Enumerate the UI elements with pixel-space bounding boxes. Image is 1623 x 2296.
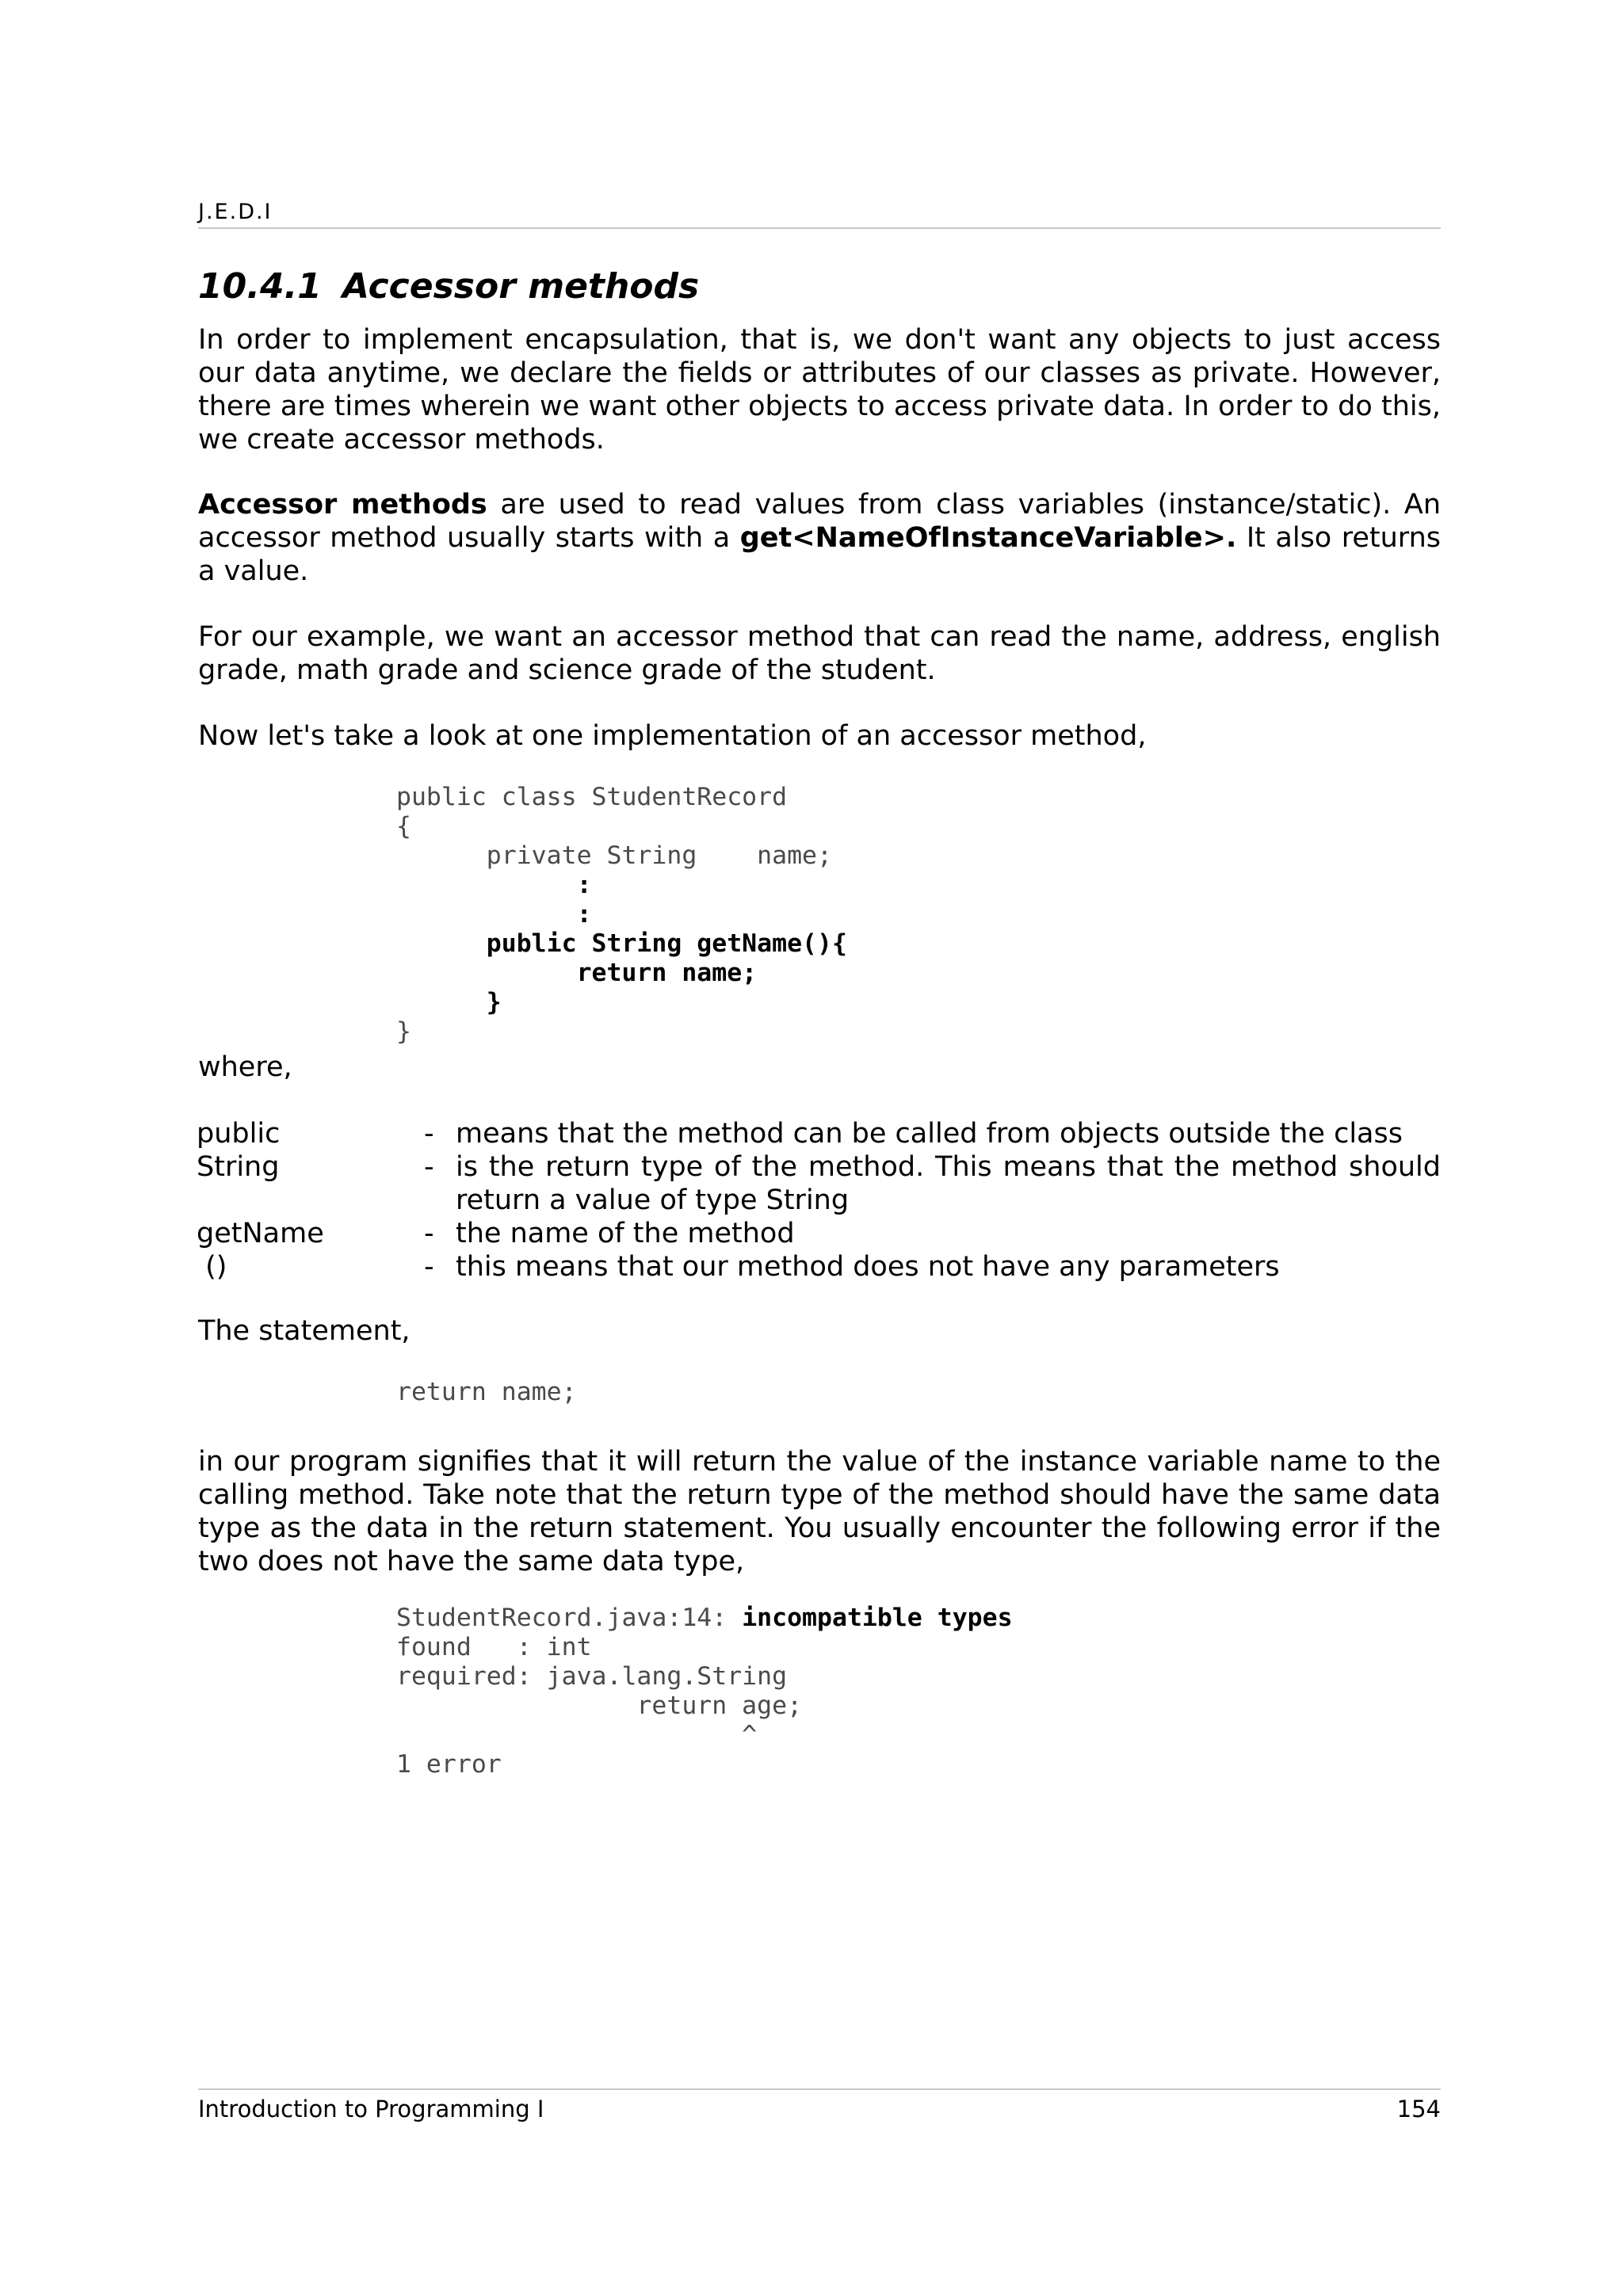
code-line: : xyxy=(396,900,592,929)
code-line: return name; xyxy=(396,959,758,987)
definition-dash: - xyxy=(424,1251,434,1283)
code-listing xyxy=(396,783,847,1047)
footer-rule xyxy=(198,2088,1441,2090)
running-header: J.E.D.I xyxy=(198,200,273,224)
error-line: return age; xyxy=(396,1691,803,1720)
definition-list xyxy=(197,1117,1441,1283)
header-rule xyxy=(198,227,1441,229)
definition-term: () xyxy=(197,1251,227,1283)
section-title xyxy=(198,266,699,307)
accessor-paragraph xyxy=(198,488,1441,588)
footer-title: Introduction to Programming I xyxy=(198,2096,544,2122)
lookat-paragraph: Now let's take a look at one implementation of an accessor method, xyxy=(198,720,1147,752)
example-paragraph: For our example, we want an accessor method that can read the name, address, english grade, math grade and science grade of the student. xyxy=(198,621,1441,686)
explanation-paragraph: in our program signifies that it will return the value of the instance variable name to the calling method. Take note that the return type of the method should have the same data type as the data in the return statement. You usually encounter the following error if the two does not have the same data type, xyxy=(198,1446,1441,1577)
code-line: private String name; xyxy=(396,841,832,870)
accessor-term: Accessor methods xyxy=(198,489,487,521)
definition-term: public xyxy=(197,1118,281,1150)
definition-row xyxy=(197,1150,1441,1217)
definition-row xyxy=(197,1217,1441,1250)
error-message: incompatible types xyxy=(742,1604,1013,1632)
accessor-text-2: It also returns a value. xyxy=(198,522,1441,587)
error-line: required: java.lang.String xyxy=(396,1662,788,1691)
definition-row xyxy=(197,1117,1441,1150)
accessor-text-1: are used to read values from class variables (instance/static). An accessor method usually starts with a xyxy=(198,489,1441,554)
statement-code: return name; xyxy=(396,1378,577,1406)
definition-term: getName xyxy=(197,1218,324,1249)
definition-dash: - xyxy=(424,1218,434,1249)
definition-term: String xyxy=(197,1151,280,1183)
intro-paragraph: In order to implement encapsulation, that is, we don't want any objects to just access our data anytime, we declare the fields or attributes of our classes as private. However, there are times wherein we want other objects to access private data. In order to do this, we create accessor methods. xyxy=(198,324,1441,456)
statement-label: The statement, xyxy=(198,1315,411,1347)
error-line: found : int xyxy=(396,1633,592,1661)
definition-row xyxy=(197,1250,1441,1283)
definition-desc: is the return type of the method. This means that the method should return a value of type String xyxy=(456,1151,1441,1216)
definition-desc: this means that our method does not have any parameters xyxy=(456,1251,1280,1283)
section-number: 10.4.1 xyxy=(198,266,322,307)
error-line: ^ xyxy=(396,1721,758,1749)
definition-desc: means that the method can be called from objects outside the class xyxy=(456,1118,1403,1150)
where-label: where, xyxy=(198,1051,292,1083)
code-line: } xyxy=(396,1017,411,1046)
error-line: StudentRecord.java:14: xyxy=(396,1604,743,1632)
definition-dash: - xyxy=(424,1118,434,1150)
code-line: : xyxy=(396,871,592,899)
definition-dash: - xyxy=(424,1151,434,1183)
page-number: 154 xyxy=(1396,2096,1441,2122)
error-listing xyxy=(396,1604,1013,1779)
code-line: public String getName(){ xyxy=(396,929,847,958)
error-line: 1 error xyxy=(396,1750,502,1779)
section-heading: Accessor methods xyxy=(342,266,700,307)
code-line: { xyxy=(396,812,411,841)
code-line: public class StudentRecord xyxy=(396,783,788,811)
getter-pattern: get<NameOfInstanceVariable>. xyxy=(739,522,1237,554)
definition-desc: the name of the method xyxy=(456,1218,795,1249)
code-line: } xyxy=(396,988,502,1016)
